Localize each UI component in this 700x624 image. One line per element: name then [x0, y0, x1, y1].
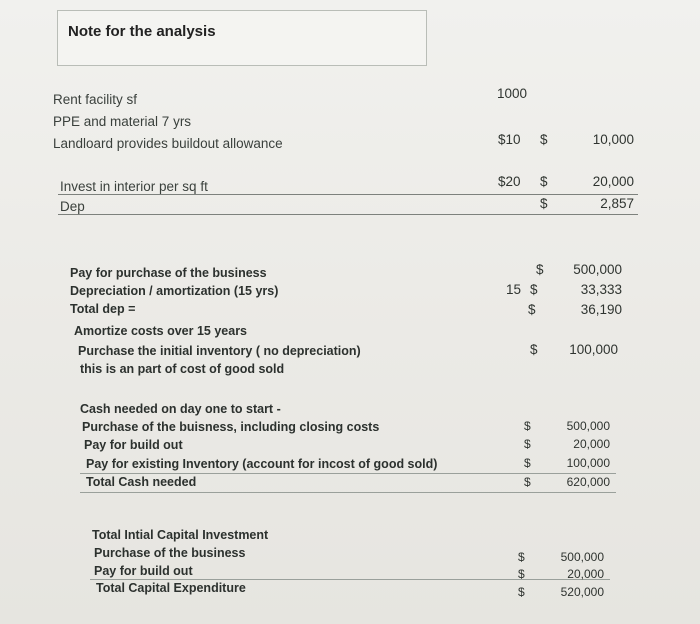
total-capital-label: Total Capital Expenditure: [96, 581, 246, 595]
rent-sf-value: 1000: [497, 86, 528, 101]
capital-currency-1: $: [518, 550, 525, 564]
rent-rate-value: $10: [498, 132, 521, 147]
rent-amount-value: 10,000: [592, 132, 634, 147]
total-dep-label: Total dep =: [70, 302, 136, 316]
initial-inventory-label: Purchase the initial inventory ( no depreciation): [78, 344, 361, 358]
purchase-currency-1: $: [536, 262, 544, 277]
cash-currency-1: $: [524, 419, 531, 433]
invest-amount-value: 20,000: [592, 174, 634, 189]
capital-currency-2: $: [518, 567, 525, 581]
total-capital-value: 520,000: [560, 585, 604, 599]
capital-investment-label: Total Intial Capital Investment: [92, 528, 269, 542]
cash-currency-3: $: [524, 456, 531, 470]
capital-purchase-label: Purchase of the business: [94, 546, 246, 560]
cogs-note-label: this is an part of cost of good sold: [80, 362, 285, 376]
purchase-value: 500,000: [573, 262, 622, 277]
dep-top-rule: [58, 194, 638, 195]
depreciation-label: Depreciation / amortization (15 yrs): [70, 284, 279, 298]
capital-total-rule: [90, 579, 610, 580]
capital-build-out-label: Pay for build out: [94, 564, 193, 578]
existing-inventory-label: Pay for existing Inventory (account for incost of good sold): [86, 457, 438, 471]
purchase-currency-4: $: [530, 342, 538, 357]
note-title: Note for the analysis: [68, 23, 216, 40]
dep-bottom-rule: [58, 214, 638, 215]
rent-currency: $: [540, 132, 548, 147]
dep-value: 2,857: [600, 196, 634, 211]
capital-purchase-value: 500,000: [560, 550, 604, 564]
cash-build-out-value: 20,000: [573, 437, 610, 451]
amortization-value: 33,333: [580, 282, 622, 297]
purchase-closing-label: Purchase of the buisness, including closing costs: [82, 420, 380, 434]
invest-interior-label: Invest in interior per sq ft: [60, 179, 208, 194]
dep-label: Dep: [60, 199, 85, 214]
cash-inventory-value: 100,000: [566, 456, 610, 470]
purchase-currency-2: $: [530, 282, 538, 297]
cash-purchase-value: 500,000: [566, 419, 610, 433]
pay-purchase-label: Pay for purchase of the business: [70, 266, 267, 280]
cash-total-bottom-rule: [80, 492, 616, 493]
purchase-currency-3: $: [528, 302, 536, 317]
total-dep-value: 36,190: [580, 302, 622, 317]
total-cash-value: 620,000: [566, 475, 610, 489]
invest-currency-1: $: [540, 174, 548, 189]
invest-currency-2: $: [540, 196, 548, 211]
amortization-years: 15: [506, 282, 522, 297]
capital-build-out-value: 20,000: [567, 567, 604, 581]
cash-needed-label: Cash needed on day one to start -: [80, 402, 281, 416]
amortize-label: Amortize costs over 15 years: [74, 324, 248, 338]
capital-currency-3: $: [518, 585, 525, 599]
inventory-value: 100,000: [569, 342, 618, 357]
buildout-allowance-label: Landloard provides buildout allowance: [53, 136, 283, 151]
pay-build-out-label: Pay for build out: [84, 438, 183, 452]
cash-currency-2: $: [524, 437, 531, 451]
total-cash-needed-label: Total Cash needed: [86, 475, 197, 489]
ppe-label: PPE and material 7 yrs: [53, 114, 192, 129]
invest-rate-value: $20: [498, 174, 521, 189]
cash-total-top-rule: [80, 473, 616, 474]
rent-facility-label: Rent facility sf: [53, 92, 138, 107]
cash-currency-4: $: [524, 475, 531, 489]
